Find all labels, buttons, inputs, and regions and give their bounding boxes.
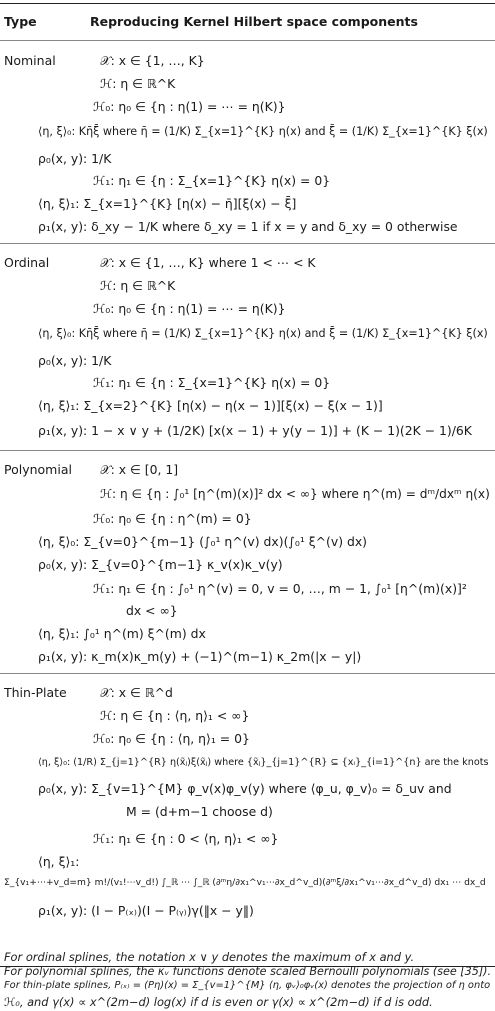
ordinal-line-6: ℋ₁: η₁ ∈ {η : Σ_{x=1}^{K} η(x) = 0} bbox=[93, 375, 331, 390]
ordinal-line-2: ℋ: η ∈ ℝ^K bbox=[100, 278, 176, 293]
nominal-line-5: ρ₀(x, y): 1/K bbox=[38, 151, 112, 166]
ordinal-line-1: 𝒳: x ∈ {1, …, K} where 1 < ⋯ < K bbox=[100, 255, 316, 270]
thinplate-line-9: Σ_{v₁+⋯+v_d=m} m!/(v₁!⋯v_d!) ∫_ℝ ⋯ ∫_ℝ (∂ᵐη/∂x₁^v₁⋯∂x_d^v_d)(∂ᵐξ/∂x₁^v₁⋯∂x_d^v_d) dx₁ ⋯ dx_d bbox=[4, 878, 486, 888]
thinplate-line-5: ρ₀(x, y): Σ_{v=1}^{M} φ_v(x)φ_v(y) where ⟨φ_u, φ_v⟩₀ = δ_uv and bbox=[38, 781, 452, 796]
nominal-line-8: ρ₁(x, y): δ_xy − 1/K where δ_xy = 1 if x = y and δ_xy = 0 otherwise bbox=[38, 219, 458, 234]
thinplate-line-7: ℋ₁: η₁ ∈ {η : 0 < ⟨η, η⟩₁ < ∞} bbox=[93, 831, 279, 846]
thinplate-line-10: ρ₁(x, y): (I − P₍ₓ₎)(I − P₍ᵧ₎)γ(‖x − y‖) bbox=[38, 903, 254, 918]
nominal-line-3: ℋ₀: η₀ ∈ {η : η(1) = ⋯ = η(K)} bbox=[93, 99, 286, 114]
nominal-line-2: ℋ: η ∈ ℝ^K bbox=[100, 76, 176, 91]
top-rule bbox=[0, 3, 495, 4]
footnote-polynomial: For polynomial splines, the κᵥ functions denote scaled Bernoulli polynomials (see [35]). bbox=[4, 965, 492, 978]
polynomial-line-4: ⟨η, ξ⟩₀: Σ_{v=0}^{m−1} (∫₀¹ η^(v) dx)(∫₀¹ ξ^(v) dx) bbox=[38, 534, 367, 549]
type-polynomial: Polynomial bbox=[4, 462, 72, 477]
polynomial-line-9: ρ₁(x, y): κ_m(x)κ_m(y) + (−1)^(m−1) κ_2m(|x − y|) bbox=[38, 649, 362, 664]
nominal-line-7: ⟨η, ξ⟩₁: Σ_{x=1}^{K} [η(x) − η̄][ξ(x) − ξ̄] bbox=[38, 196, 297, 211]
polynomial-line-2: ℋ: η ∈ {η : ∫₀¹ [η^(m)(x)]² dx < ∞} where η^(m) = dᵐ/dxᵐ η(x) bbox=[100, 487, 490, 501]
header-components: Reproducing Kernel Hilbert space components bbox=[90, 14, 418, 29]
nominal-line-6: ℋ₁: η₁ ∈ {η : Σ_{x=1}^{K} η(x) = 0} bbox=[93, 173, 331, 188]
header-type: Type bbox=[4, 14, 37, 29]
type-nominal: Nominal bbox=[4, 53, 56, 68]
ordinal-line-7: ⟨η, ξ⟩₁: Σ_{x=2}^{K} [η(x) − η(x − 1)][ξ(x) − ξ(x − 1)] bbox=[38, 398, 383, 413]
ordinal-line-8: ρ₁(x, y): 1 − x ∨ y + (1/2K) [x(x − 1) + y(y − 1)] + (K − 1)(2K − 1)/6K bbox=[38, 423, 472, 438]
header-rule bbox=[0, 40, 495, 41]
polynomial-line-3: ℋ₀: η₀ ∈ {η : η^(m) = 0} bbox=[93, 511, 252, 526]
thinplate-line-1: 𝒳: x ∈ ℝ^d bbox=[100, 685, 173, 700]
polynomial-line-8: ⟨η, ξ⟩₁: ∫₀¹ η^(m) ξ^(m) dx bbox=[38, 626, 206, 641]
footnote-ordinal: For ordinal splines, the notation x ∨ y denotes the maximum of x and y. bbox=[4, 950, 415, 964]
thinplate-line-2: ℋ: η ∈ {η : ⟨η, η⟩₁ < ∞} bbox=[100, 708, 250, 723]
polynomial-line-1: 𝒳: x ∈ [0, 1] bbox=[100, 462, 179, 477]
thinplate-line-8: ⟨η, ξ⟩₁: bbox=[38, 854, 80, 869]
polynomial-line-7: dx < ∞} bbox=[126, 603, 178, 618]
footnote-thin-plate-1: For thin-plate splines, P₍ₓ₎ = (Pη)(x) = Σ_{v=1}^{M} ⟨η, φᵥ⟩₀φᵥ(x) denotes the projection of η onto bbox=[4, 980, 491, 991]
thinplate-line-3: ℋ₀: η₀ ∈ {η : ⟨η, η⟩₁ = 0} bbox=[93, 731, 250, 746]
polynomial-line-6: ℋ₁: η₁ ∈ {η : ∫₀¹ η^(v) = 0, v = 0, …, m − 1, ∫₀¹ [η^(m)(x)]² bbox=[93, 581, 467, 596]
thinplate-line-4: ⟨η, ξ⟩₀: (1/R) Σ_{j=1}^{R} η(x̃ⱼ)ξ(x̃ⱼ) where {x̃ⱼ}_{j=1}^{R} ⊆ {xᵢ}_{i=1}^{n} are the knots bbox=[38, 757, 489, 768]
nominal-line-4: ⟨η, ξ⟩₀: Kη̄ξ̄ where η̄ = (1/K) Σ_{x=1}^{K} η(x) and ξ̄ = (1/K) Σ_{x=1}^{K} ξ(x) bbox=[38, 125, 488, 138]
type-ordinal: Ordinal bbox=[4, 255, 50, 270]
ordinal-line-3: ℋ₀: η₀ ∈ {η : η(1) = ⋯ = η(K)} bbox=[93, 301, 286, 316]
ordinal-line-4: ⟨η, ξ⟩₀: Kη̄ξ̄ where η̄ = (1/K) Σ_{x=1}^{K} η(x) and ξ̄ = (1/K) Σ_{x=1}^{K} ξ(x) bbox=[38, 327, 488, 340]
polynomial-line-5: ρ₀(x, y): Σ_{v=0}^{m−1} κ_v(x)κ_v(y) bbox=[38, 557, 283, 572]
separator-2 bbox=[0, 450, 495, 451]
footnote-thin-plate-2: ℋ₀, and γ(x) ∝ x^(2m−d) log(x) if d is even or γ(x) ∝ x^(2m−d) if d is odd. bbox=[4, 995, 433, 1009]
nominal-line-1: 𝒳: x ∈ {1, …, K} bbox=[100, 53, 205, 68]
separator-3 bbox=[0, 673, 495, 674]
type-thin-plate: Thin-Plate bbox=[4, 685, 67, 700]
thinplate-line-6: M = (d+m−1 choose d) bbox=[126, 804, 273, 819]
separator-1 bbox=[0, 243, 495, 244]
ordinal-line-5: ρ₀(x, y): 1/K bbox=[38, 353, 112, 368]
